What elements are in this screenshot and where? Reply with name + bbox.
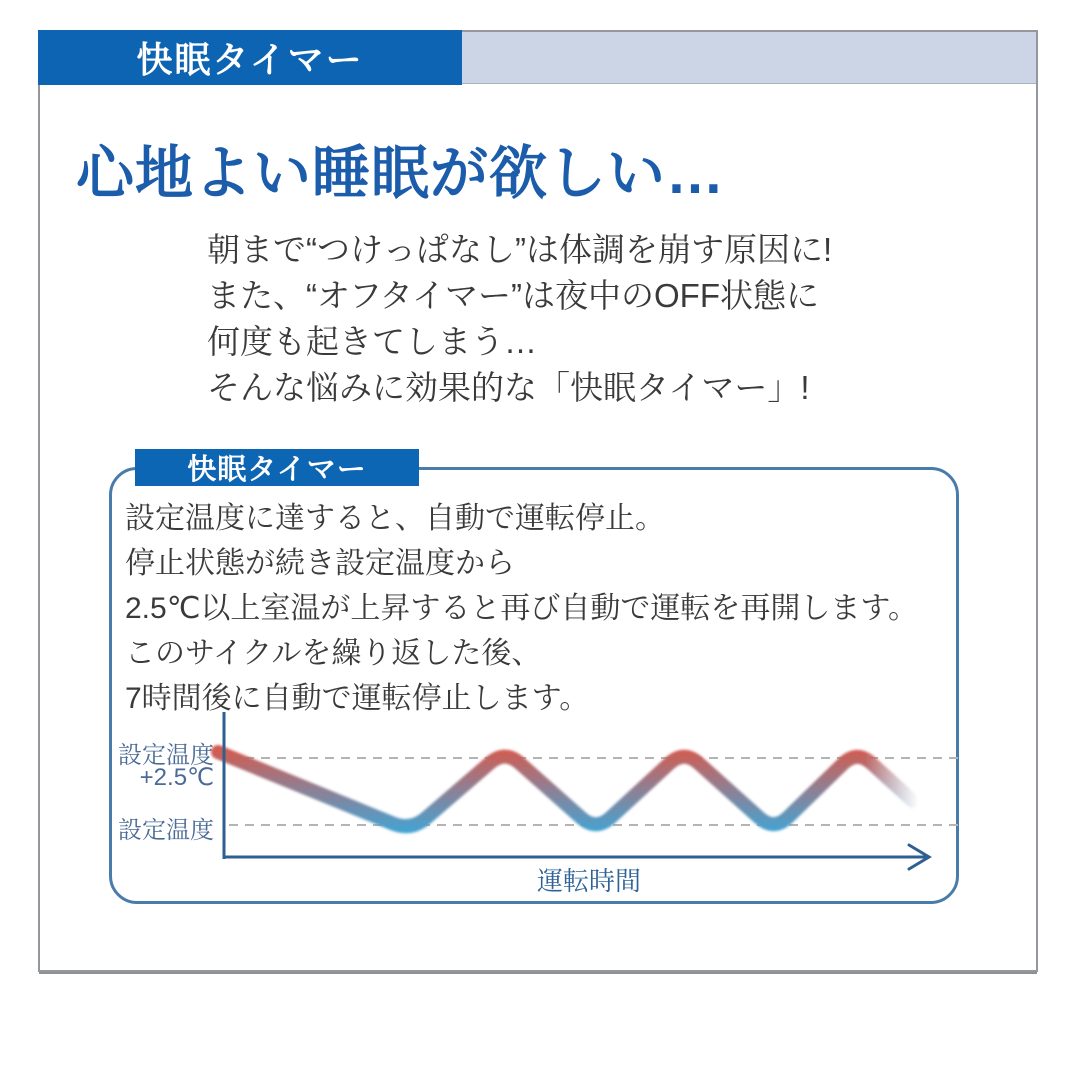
top-banner-title: 快眠タイマー: [136, 39, 364, 80]
feature-body-line: 2.5℃以上室温が上昇すると再び自動で運転を再開します。: [125, 592, 918, 625]
feature-body-line: このサイクルを繰り返した後、: [125, 637, 542, 670]
feature-box-label-box: [135, 449, 419, 486]
temperature-cycle-chart: [112, 697, 982, 902]
chart-xaxis-label: 運転時間: [536, 866, 641, 896]
intro-line: 朝まで“つけっぱなし”は体調を崩す原因に!: [207, 231, 833, 268]
page-frame: [38, 30, 1038, 972]
intro-paragraph: [207, 227, 832, 411]
temperature-wave: [218, 752, 913, 826]
feature-box-label: 快眠タイマー: [187, 454, 367, 486]
chart-ytick-lower: 設定温度: [118, 817, 214, 844]
intro-line: 何度も起きてしまう…: [207, 323, 537, 360]
feature-box-paragraph: [125, 496, 918, 721]
intro-line: そんな悩みに効果的な「快眠タイマー」!: [207, 369, 810, 406]
page-title: 心地よい睡眠が欲しい…: [76, 141, 726, 206]
feature-body-line: 7時間後に自動で運転停止します。: [125, 682, 590, 715]
top-banner-title-box: [38, 30, 462, 85]
feature-body-line: 設定温度に達すると、自動で運転停止。: [125, 502, 665, 535]
chart-ytick-upper-line2: +2.5℃: [139, 764, 214, 791]
intro-line: また、“オフタイマー”は夜中のOFF状態に: [207, 277, 820, 314]
chart-ytick-upper-line1: 設定温度: [118, 742, 214, 769]
feature-body-line: 停止状態が続き設定温度から: [125, 547, 515, 580]
